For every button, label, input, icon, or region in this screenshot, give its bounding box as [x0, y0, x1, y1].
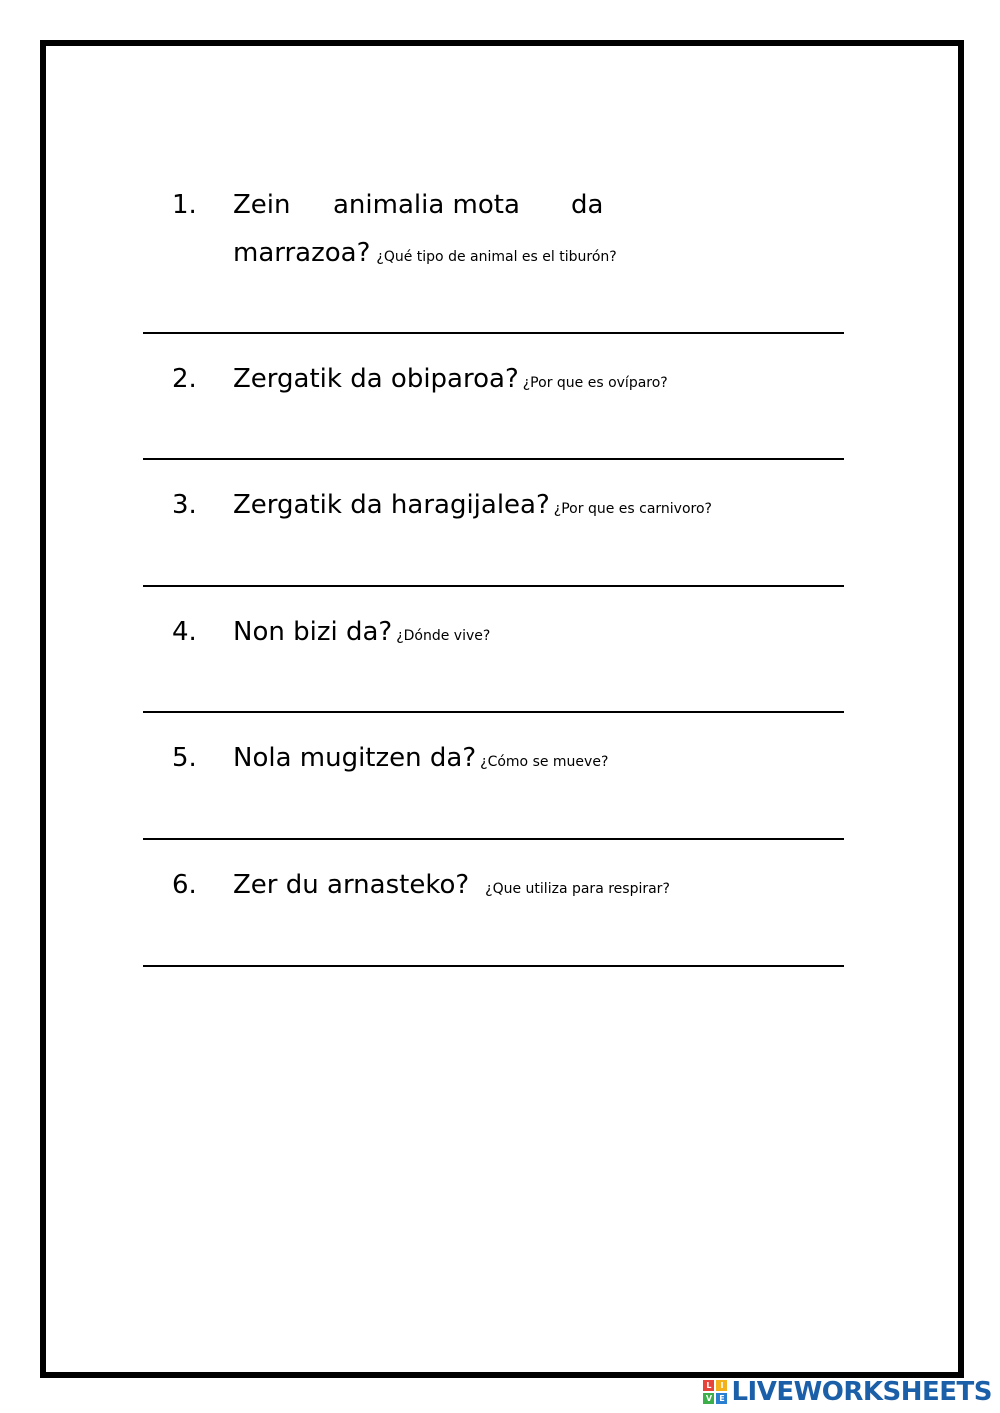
question-1-continuation — [233, 238, 617, 268]
question-number: 6. — [172, 870, 197, 900]
answer-line-6[interactable] — [143, 965, 844, 967]
question-translation: ¿Que utiliza para respirar? — [485, 881, 670, 897]
question-text: Non bizi da? — [233, 617, 393, 647]
question-translation: ¿Cómo se mueve? — [480, 754, 609, 770]
brand-name: LIVEWORKSHEETS — [731, 1377, 992, 1407]
answer-line-3[interactable] — [143, 585, 844, 587]
question-number: 3. — [172, 490, 197, 520]
question-word: animalia mota — [333, 190, 520, 220]
answer-line-5[interactable] — [143, 838, 844, 840]
question-number: 1. — [172, 190, 197, 220]
question-translation: ¿Qué tipo de animal es el tiburón? — [376, 249, 617, 265]
question-text: Zergatik da obiparoa? — [233, 364, 519, 394]
question-translation: ¿Dónde vive? — [396, 628, 491, 644]
question-number: 4. — [172, 617, 197, 647]
answer-line-4[interactable] — [143, 711, 844, 713]
question-text: Zergatik da haragijalea? — [233, 490, 550, 520]
question-6 — [172, 870, 670, 901]
logo-letter: E — [716, 1393, 727, 1404]
question-4 — [172, 617, 490, 648]
question-text: Zer du arnasteko? — [233, 870, 470, 900]
logo-mark-icon — [703, 1380, 727, 1404]
question-translation: ¿Por que es ovíparo? — [522, 375, 668, 391]
question-text: Nola mugitzen da? — [233, 743, 477, 773]
question-number: 2. — [172, 364, 197, 394]
question-text: marrazoa? — [233, 238, 371, 268]
question-2 — [172, 364, 668, 395]
question-3 — [172, 490, 712, 521]
question-translation: ¿Por que es carnivoro? — [553, 501, 712, 517]
question-5 — [172, 743, 608, 774]
question-1 — [172, 190, 603, 220]
question-word: Zein — [233, 190, 291, 220]
question-word: da — [571, 190, 604, 220]
question-number: 5. — [172, 743, 197, 773]
logo-letter: I — [716, 1380, 727, 1391]
answer-line-1[interactable] — [143, 332, 844, 334]
liveworksheets-logo[interactable] — [703, 1377, 992, 1407]
answer-line-2[interactable] — [143, 458, 844, 460]
logo-letter: V — [703, 1393, 714, 1404]
logo-letter: L — [703, 1380, 714, 1391]
